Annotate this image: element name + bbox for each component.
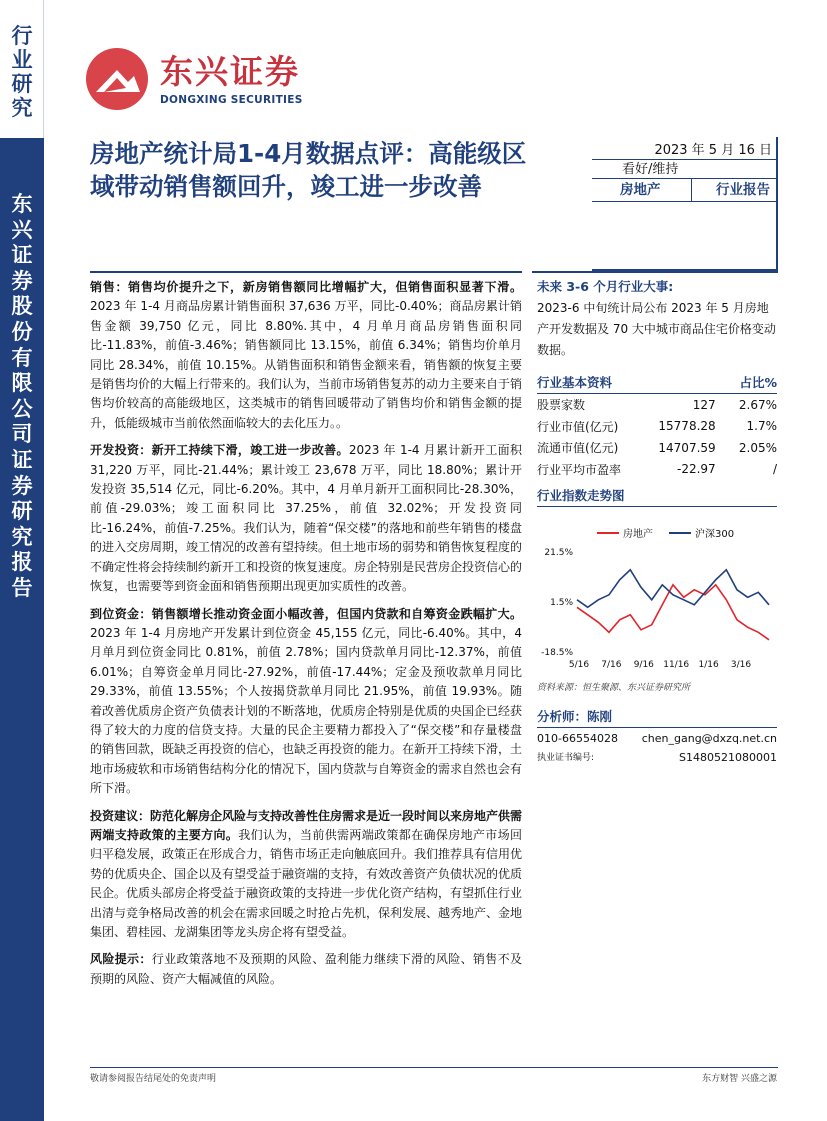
sidebar-category-text: 行业研究	[11, 24, 33, 120]
paragraph-investment	[90, 441, 522, 596]
sidebar-firm-text: 东兴证券股份有限公司证券研究报告	[11, 192, 33, 600]
license-number: S1480521080001	[679, 751, 777, 764]
divider	[90, 271, 522, 273]
table-cell: /	[772, 462, 777, 477]
report-title: 房地产统计局1-4月数据点评：高能级区域带动销售额回升，竣工进一步改善	[90, 139, 527, 201]
table-cell: 行业市值(亿元)	[537, 419, 619, 434]
logo-mark-icon	[84, 46, 150, 112]
table-row	[537, 416, 777, 438]
paragraph-text: 我们认为，当前供需两端政策都在确保房地产市场回归平稳发展，政策正在形成合力，销售市场正走向触底回升。我们推荐具有信用优势的优质央企、国企以及有望受益于融资端的支持，有效改善资产负债状况的优质民企。优质头部房企将受益于融资政策的支持进一步优化资产结构，有望抓住行业出清与竞争格局改善的机会在需求回暖之时抢占先机，保利发展、越秀地产、金地集团、碧桂园、龙湖集团等龙头房企将有望受益。	[90, 827, 523, 939]
events-title: 未来 3-6 个月行业大事:	[537, 279, 674, 294]
analyst-email[interactable]: chen_gang@dxzq.net.cn	[641, 732, 777, 745]
logo	[84, 46, 314, 112]
analyst-phone: 010-66554028	[537, 732, 618, 745]
divider	[532, 271, 778, 273]
table-row	[537, 459, 777, 481]
paragraph-funding	[90, 605, 522, 799]
y-tick-label: 1.5%	[550, 598, 573, 608]
events-text: 2023-6 中旬统计局公布 2023 年 5 月房地产开发数据及 70 大中城市商品住宅价格变动数据。	[537, 301, 776, 357]
table-cell: 股票家数	[537, 398, 586, 413]
paragraph-heading: 到位资金：销售额增长推动资金面小幅改善，但国内贷款和自筹资金跌幅扩大。	[90, 606, 522, 621]
basic-info-col: 占比%	[739, 375, 777, 390]
y-tick-label: -18.5%	[541, 648, 573, 658]
table-cell: 14707.59	[658, 440, 716, 455]
table-cell: 2.67%	[738, 397, 777, 412]
paragraph-text: 2023 年 1-4 月商品房累计销售面积 37,636 万平，同比-0.40%；商品房累计销售金额 39,750 亿元，同比 8.80%.其中，4 月单月商品房销售面积同比-11.83%，前值-3.46%；销售额同比 13.15%，前值 6.34%；销售均价单月同比 28.34%，前值 10.15%。从销售面积和销售金额来看，销售额的恢复主要是销售均价的大幅上行带来的。我们认为，当前市场销售复苏的动力主要来自于销售均价较高的高能级地区，这类城市的销售回暖带动了销售均价和销售金额的提升，低能级城市当前依然面临较大的去化压力。。	[90, 299, 523, 430]
x-tick-label: 9/16	[633, 660, 654, 670]
main-body	[90, 278, 522, 997]
rating: 看好/维持	[592, 159, 776, 179]
table-cell: 2.05%	[738, 440, 777, 455]
table-row	[537, 437, 777, 459]
x-tick-label: 3/16	[730, 660, 752, 670]
footer-disclaimer: 敬请参阅报告结尾处的免责声明	[90, 1074, 217, 1084]
sidebar-firm	[0, 138, 44, 1121]
analyst-license	[537, 750, 777, 766]
logo-text-cn: 东兴证券	[160, 52, 300, 91]
paragraph-text: 行业政策落地不及预期的风险、盈利能力继续下滑的风险、销售不及预期的风险、资产大幅减值的风险。	[90, 952, 522, 986]
divider	[90, 1067, 778, 1068]
series-line	[577, 585, 769, 640]
x-tick-label: 5/16	[568, 660, 590, 670]
analyst-title: 分析师：陈刚	[537, 707, 777, 728]
table-row	[537, 394, 777, 416]
industry-label: 房地产	[592, 179, 692, 201]
table-cell: 流通市值(亿元)	[537, 441, 619, 456]
chart-title: 行业指数走势图	[537, 486, 777, 507]
table-cell: 15778.28	[658, 419, 716, 434]
y-tick-label: 21.5%	[544, 548, 573, 558]
paragraph-advice	[90, 807, 522, 943]
x-tick-label: 1/16	[698, 660, 719, 670]
table-cell: 127	[692, 397, 716, 412]
index-trend-chart	[537, 521, 777, 671]
legend-label: 房地产	[623, 529, 653, 540]
paragraph-sales	[90, 278, 522, 433]
paragraph-heading: 开发投资：新开工持续下滑，竣工进一步改善。	[90, 443, 349, 458]
basic-info-header	[537, 373, 777, 394]
info-box	[592, 137, 778, 271]
series-line	[577, 570, 769, 608]
basic-info-title: 行业基本资料	[537, 375, 613, 390]
table-cell: 1.7%	[746, 419, 777, 434]
x-tick-label: 11/16	[663, 660, 690, 670]
paragraph-text: 2023 年 1-4 月累计新开工面积 31,220 万平，同比-21.44%；累计竣工 23,678 万平，同比 18.80%；累计开发投资 35,514 亿元，同比-6.20%。其中，4 月单月新开工面积同比-28.30%，前值-29.03%；竣工面积同比 37.25%，前值 32.02%；开发投资同比-16.24%，前值-7.25%。我们认为，随着“保交楼”的落地和前些年销售的楼盘的进入交房周期，竣工情况的改善有望持续。但土地市场的弱势和销售恢复程度的不确定性将会持续制约新开工和投资的恢复速度。房企特别是民营房企投资信心的恢复，也需要等到资金面和销售预期出现更加实质性的改善。	[90, 443, 523, 594]
basic-info-table	[537, 394, 777, 480]
sidebar-category	[0, 0, 44, 138]
legend-label: 沪深300	[695, 529, 735, 540]
paragraph-risk	[90, 950, 522, 989]
side-panel	[537, 277, 777, 766]
report-type: 行业报告	[716, 182, 770, 198]
x-tick-label: 7/16	[601, 660, 622, 670]
license-label: 执业证书编号:	[537, 753, 595, 763]
paragraph-heading: 风险提示：	[90, 952, 152, 967]
chart-source: 资料来源：恒生聚源、东兴证券研究所	[537, 683, 691, 693]
table-cell: 行业平均市盈率	[537, 462, 622, 477]
paragraph-heading: 投资建议：防范化解房企风险与支持改善性住房需求是近一段时间以来房地产供需两端支持政策的主要方向。	[90, 808, 523, 842]
logo-text-en: DONGXING SECURITIES	[160, 94, 303, 106]
report-date: 2023 年 5 月 16 日	[654, 143, 772, 158]
paragraph-heading: 销售：销售均价提升之下，新房销售额同比增幅扩大，但销售面积显著下滑。	[90, 280, 522, 294]
divider	[592, 201, 776, 202]
table-cell: -22.97	[676, 462, 716, 477]
paragraph-text: 2023 年 1-4 月房地产开发累计到位资金 45,155 亿元，同比-6.40%。其中，4 月单月到位资金同比 0.81%，前值 2.78%；国内贷款单月同比-12.37%，前值 6.01%；自筹资金单月同比-27.92%，前值-17.44%；定金及预收款单月同比 29.33%，前值 13.55%；个人按揭贷款单月同比 21.95%，前值 19.93%。随着改善优质房企资产负债表计划的不断落地，优质房企特别是优质的央国企已经获得了较大的力度的信贷支持。大量的民企主要精力都投入了“保交楼”和存量楼盘的销售回款，既缺乏再投资的信心，也缺乏再投资的能力。在新开工持续下滑，土地市场疲软和市场销售结构分化的情况下，国内贷款与自筹资金的需求自然也会有所下滑。	[90, 625, 523, 796]
footer-slogan: 东方财智 兴盛之源	[702, 1074, 777, 1084]
analyst-contact	[537, 731, 777, 747]
